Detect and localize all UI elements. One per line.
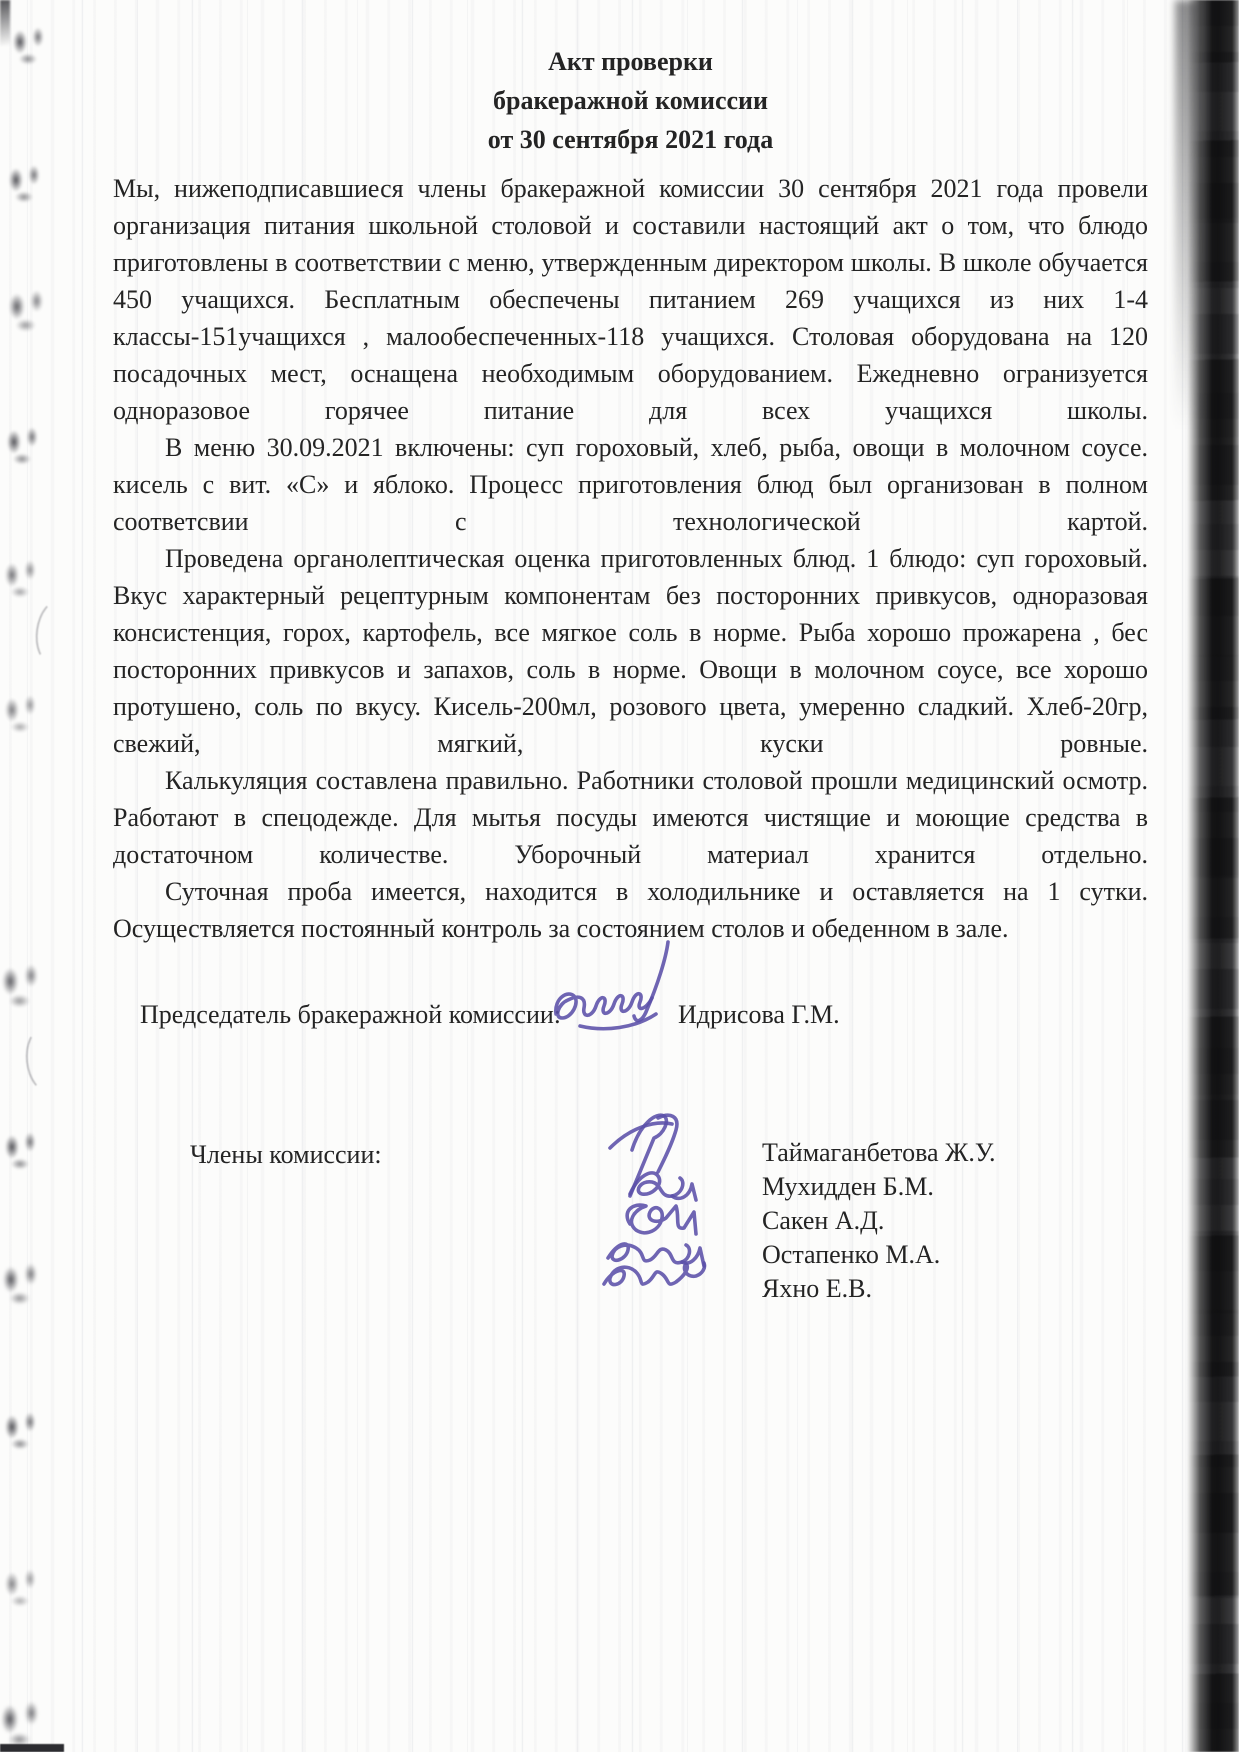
title-line-1: Акт проверки [548, 47, 713, 76]
scan-smudge [2, 420, 48, 472]
scan-smudge [0, 1125, 46, 1177]
scan-smudge [0, 553, 46, 605]
members-signature-ink [596, 1108, 771, 1298]
scan-smudge [8, 20, 54, 72]
document-body [113, 170, 1148, 947]
title-line-2: бракеражной комиссии [493, 86, 768, 115]
members-label: Члены комиссии: [190, 1140, 382, 1169]
chairman-label: Председатель бракеражной комиссии: [140, 1000, 562, 1029]
paragraph-4: Калькуляция составлена правильно. Работники столовой прошли медицинский осмотр. Работают в спецодежде. Для мытья посуды имеются чистящие и моющие средства в достаточном количестве. Уборочный материал хранится отдельно. [113, 766, 1148, 869]
member-name-3: Сакен А.Д. [762, 1206, 885, 1235]
chairman-signature-ink [550, 936, 705, 1051]
paragraph-5: Суточная проба имеется, находится в холодильнике и оставляется на 1 сутки. Осуществляется постоянный контроль за состоянием столов и обеденном в зале. [113, 877, 1148, 943]
scan-corner-mark [0, 1744, 64, 1752]
scan-smudge [0, 1562, 46, 1614]
hole-punch-arc [32, 598, 79, 667]
scan-smudge [0, 688, 46, 740]
member-name-1: Таймаганбетова Ж.У. [762, 1138, 996, 1167]
member-name-5: Яхно Е.В. [762, 1274, 872, 1303]
document-title [113, 42, 1148, 159]
paragraph-3: Проведена органолептическая оценка приготовленных блюд. 1 блюдо: суп гороховый. Вкус характерный рецептурным компонентам без посторонних привкусов, одноразовая консистенция, горох, картофель, все мягкое соль в норме. Рыба хорошо прожарена , бес посторонних привкусов и запахов, соль в норме. Овощи в молочном соусе, все хорошо протушено, соль по вкусу. Кисель-200мл, розового цвета, умеренно сладкий. Хлеб-20гр, свежий, мягкий, куски ровные. [113, 544, 1148, 758]
member-name-4: Остапенко М.А. [762, 1240, 941, 1269]
scan-smudge [4, 282, 55, 339]
scan-edge-flare [1175, 0, 1199, 430]
scan-smudge [0, 956, 49, 1016]
title-line-3: от 30 сентября 2021 года [487, 125, 774, 154]
member-names-list [762, 1136, 996, 1306]
scan-smudge [0, 1255, 48, 1312]
paragraph-1: Мы, нижеподписавшиеся члены бракеражной комиссии 30 сентября 2021 года провели организация питания школьной столовой и составили настоящий акт о том, что блюдо приготовлены в соответствии с меню, утвержденным директором школы. В школе обучается 450 учащихся. Бесплатным обеспечены питанием 269 учащихся из них 1-4 классы-151учащихся , малообеспеченных-118 учащихся. Столовая оборудована на 120 посадочных мест, оснащена необходимым оборудованием. Ежедневно огранизуется одноразовое горячее питание для всех учащихся школы. [113, 174, 1148, 425]
scan-corner-mark [0, 0, 10, 46]
member-name-2: Мухидден Б.М. [762, 1172, 934, 1201]
paragraph-2: В меню 30.09.2021 включены: суп гороховый, хлеб, рыба, овощи в молочном соусе. кисель с вит. «С» и яблоко. Процесс приготовления блюд был организован в полном соответсвии с технологической картой. [113, 433, 1148, 536]
scan-smudge [0, 1405, 46, 1457]
scan-smudge [4, 158, 50, 210]
chairman-name: Идрисова Г.М. [678, 1000, 840, 1029]
hole-punch-arc [23, 1026, 67, 1094]
